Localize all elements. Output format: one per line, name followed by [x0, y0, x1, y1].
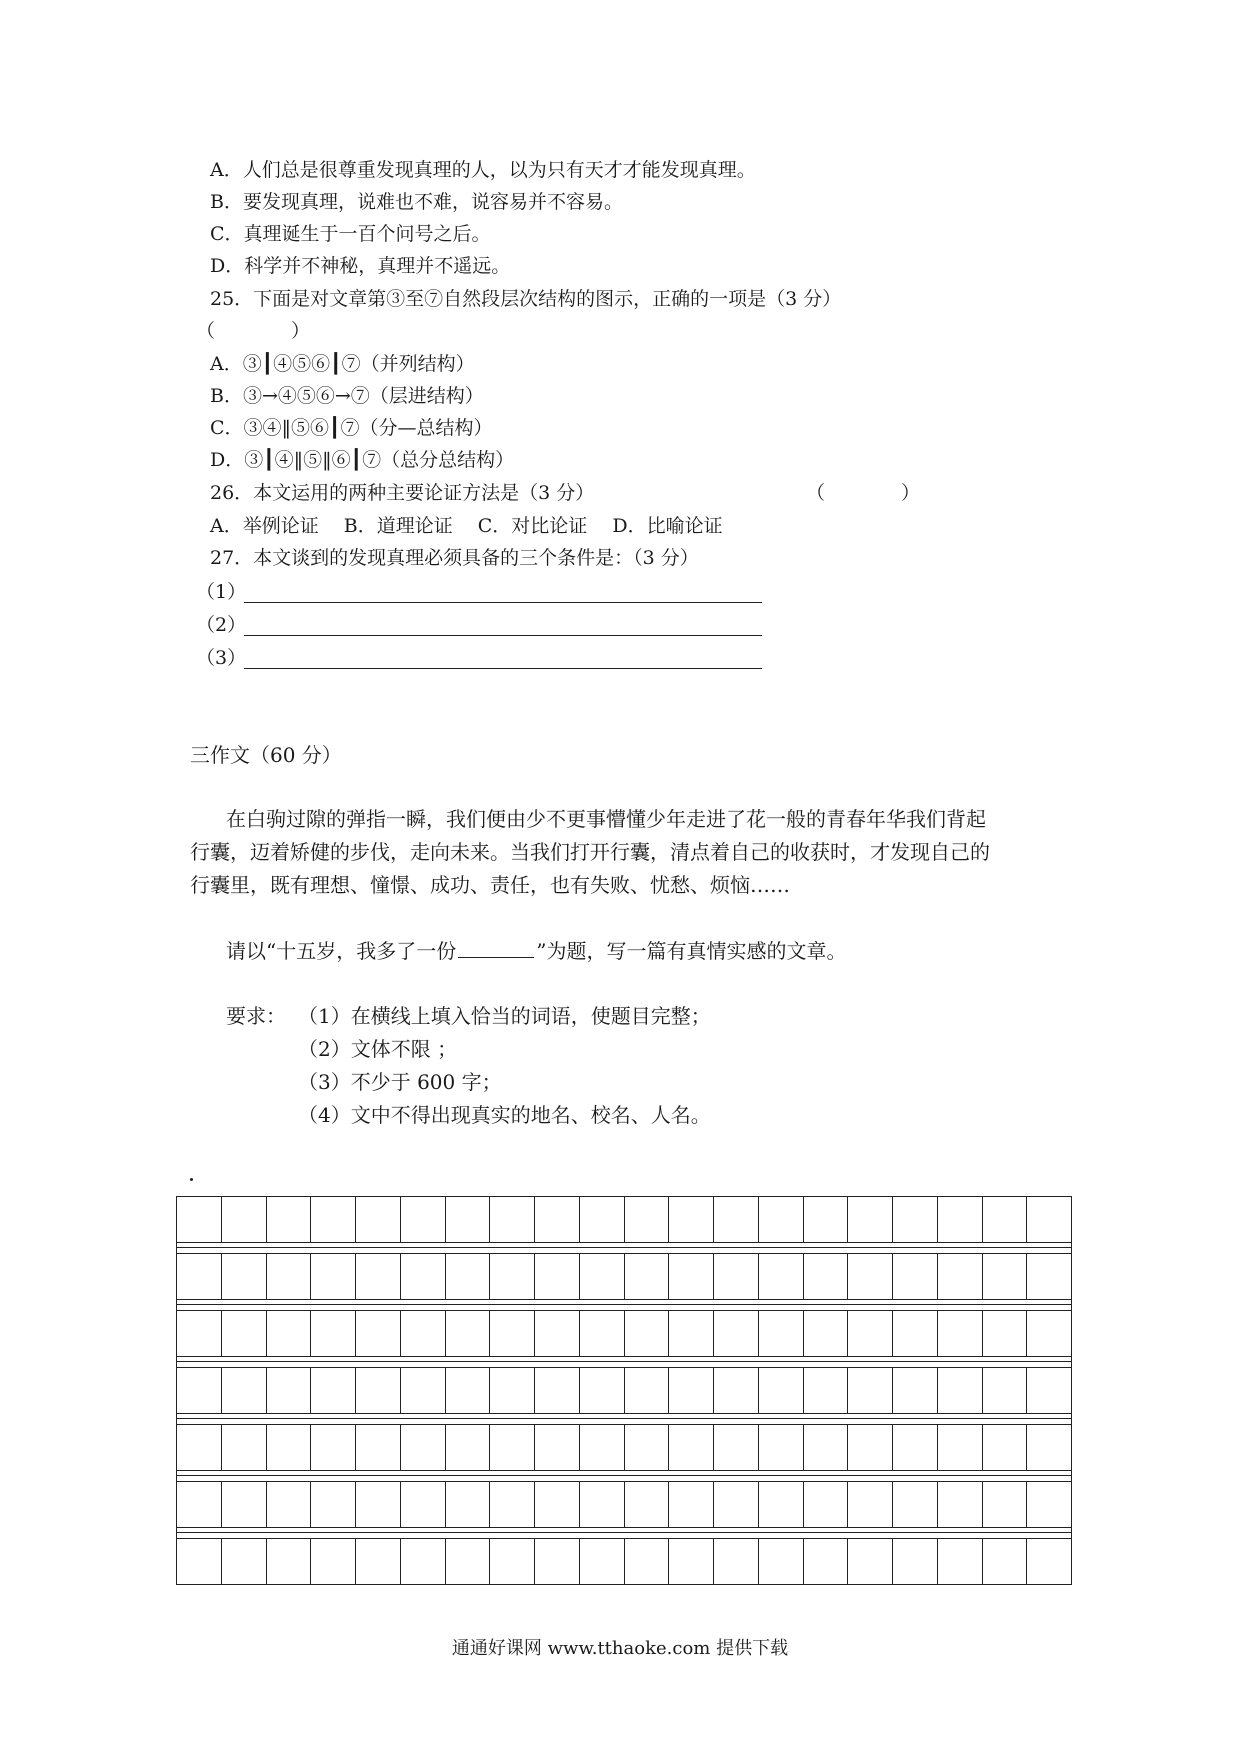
essay-requirement-1: （1）在横线上填入恰当的词语，使题目完整；	[298, 1004, 711, 1028]
grid-cell[interactable]	[401, 1311, 446, 1356]
grid-cell[interactable]	[625, 1254, 670, 1299]
grid-cell[interactable]	[625, 1482, 670, 1527]
grid-cell[interactable]	[804, 1254, 849, 1299]
grid-cell[interactable]	[1027, 1482, 1071, 1527]
essay-intro-line-3: 行囊里，既有理想、憧憬、成功、责任，也有失败、忧愁、烦恼……	[190, 873, 790, 897]
grid-cell[interactable]	[535, 1254, 580, 1299]
grid-cell[interactable]	[356, 1482, 401, 1527]
grid-cell[interactable]	[356, 1254, 401, 1299]
q27-stem: 27．本文谈到的发现真理必须具备的三个条件是：（3 分）	[210, 547, 699, 569]
essay-intro-line-1: 在白驹过隙的弹指一瞬，我们便由少不更事懵懂少年走进了花一般的青春年华我们背起	[226, 807, 986, 831]
grid-cell[interactable]	[848, 1482, 893, 1527]
grid-row-spacer	[176, 1414, 1072, 1424]
stray-dot	[190, 1178, 193, 1181]
q27-blank-1[interactable]	[196, 580, 766, 604]
grid-cell[interactable]	[490, 1482, 535, 1527]
grid-cell[interactable]	[1027, 1368, 1071, 1413]
answer-line	[244, 635, 762, 636]
grid-cell[interactable]	[490, 1197, 535, 1242]
grid-row	[176, 1310, 1072, 1357]
grid-cell[interactable]	[848, 1368, 893, 1413]
grid-cell[interactable]	[401, 1539, 446, 1584]
grid-cell[interactable]	[983, 1197, 1028, 1242]
grid-cell[interactable]	[759, 1254, 804, 1299]
grid-cell[interactable]	[893, 1197, 938, 1242]
grid-cell[interactable]	[535, 1425, 580, 1470]
grid-cell[interactable]	[804, 1482, 849, 1527]
grid-cell[interactable]	[804, 1197, 849, 1242]
grid-cell[interactable]	[446, 1539, 491, 1584]
grid-cell[interactable]	[222, 1197, 267, 1242]
q24-option-d: D．科学并不神秘，真理并不遥远。	[210, 255, 511, 277]
grid-cell[interactable]	[267, 1311, 312, 1356]
grid-cell[interactable]	[669, 1311, 714, 1356]
q24-option-c: C．真理诞生于一百个问号之后。	[210, 223, 491, 245]
grid-cell[interactable]	[535, 1368, 580, 1413]
grid-cell[interactable]	[490, 1539, 535, 1584]
q24-option-b: B．要发现真理，说难也不难，说容易并不容易。	[210, 191, 623, 213]
grid-cell[interactable]	[580, 1425, 625, 1470]
grid-cell[interactable]	[177, 1482, 222, 1527]
grid-cell[interactable]	[1027, 1254, 1071, 1299]
grid-cell[interactable]	[714, 1425, 759, 1470]
grid-cell[interactable]	[804, 1539, 849, 1584]
grid-cell[interactable]	[311, 1311, 356, 1356]
q26-stem: 26．本文运用的两种主要论证方法是（3 分）	[210, 482, 595, 504]
grid-cell[interactable]	[580, 1539, 625, 1584]
grid-cell[interactable]	[356, 1197, 401, 1242]
essay-intro-line-2: 行囊，迈着矫健的步伐，走向未来。当我们打开行囊，清点着自己的收获时，才发现自己的	[190, 840, 990, 864]
grid-cell[interactable]	[669, 1197, 714, 1242]
grid-cell[interactable]	[848, 1254, 893, 1299]
grid-cell[interactable]	[311, 1254, 356, 1299]
grid-cell[interactable]	[267, 1254, 312, 1299]
grid-cell[interactable]	[893, 1368, 938, 1413]
grid-cell[interactable]	[311, 1539, 356, 1584]
grid-cell[interactable]	[311, 1368, 356, 1413]
grid-cell[interactable]	[356, 1539, 401, 1584]
grid-cell[interactable]	[535, 1311, 580, 1356]
grid-cell[interactable]	[446, 1311, 491, 1356]
grid-cell[interactable]	[893, 1425, 938, 1470]
grid-cell[interactable]	[401, 1197, 446, 1242]
grid-cell[interactable]	[490, 1425, 535, 1470]
grid-cell[interactable]	[401, 1254, 446, 1299]
grid-cell[interactable]	[490, 1368, 535, 1413]
essay-prompt-after: ”为题，写一篇有真情实感的文章。	[536, 939, 847, 963]
grid-row	[176, 1367, 1072, 1414]
grid-row	[176, 1538, 1072, 1585]
grid-cell[interactable]	[177, 1539, 222, 1584]
grid-cell[interactable]	[222, 1425, 267, 1470]
answer-line	[244, 668, 762, 669]
essay-prompt-before: 请以“十五岁，我多了一份	[226, 939, 457, 963]
grid-cell[interactable]	[983, 1254, 1028, 1299]
grid-cell[interactable]	[983, 1368, 1028, 1413]
grid-cell[interactable]	[625, 1311, 670, 1356]
grid-cell[interactable]	[804, 1368, 849, 1413]
grid-row-spacer	[176, 1300, 1072, 1310]
grid-cell[interactable]	[490, 1311, 535, 1356]
grid-cell[interactable]	[938, 1254, 983, 1299]
grid-cell[interactable]	[938, 1482, 983, 1527]
grid-cell[interactable]	[714, 1368, 759, 1413]
q25-option-b: B．③→④⑤⑥→⑦（层进结构）	[210, 385, 484, 407]
q25-stem: 25．下面是对文章第③至⑦自然段层次结构的图示，正确的一项是（3 分）	[210, 288, 842, 310]
grid-cell[interactable]	[580, 1368, 625, 1413]
grid-cell[interactable]	[759, 1482, 804, 1527]
grid-cell[interactable]	[356, 1311, 401, 1356]
grid-cell[interactable]	[804, 1425, 849, 1470]
grid-cell[interactable]	[267, 1482, 312, 1527]
grid-row	[176, 1481, 1072, 1528]
grid-row-spacer	[176, 1528, 1072, 1538]
grid-cell[interactable]	[490, 1254, 535, 1299]
q25-answer-paren: （ ）	[196, 320, 311, 342]
grid-cell[interactable]	[938, 1197, 983, 1242]
grid-cell[interactable]	[311, 1482, 356, 1527]
grid-cell[interactable]	[1027, 1197, 1071, 1242]
answer-line	[244, 602, 762, 603]
q25-option-c: C．③④‖⑤⑥┃⑦（分—总结构）	[210, 417, 493, 439]
grid-cell[interactable]	[222, 1539, 267, 1584]
grid-cell[interactable]	[848, 1197, 893, 1242]
grid-cell[interactable]	[669, 1254, 714, 1299]
grid-cell[interactable]	[759, 1368, 804, 1413]
grid-cell[interactable]	[177, 1254, 222, 1299]
essay-requirement-3: （3）不少于 600 字；	[298, 1070, 502, 1094]
grid-cell[interactable]	[1027, 1539, 1071, 1584]
grid-cell[interactable]	[222, 1482, 267, 1527]
grid-cell[interactable]	[804, 1311, 849, 1356]
grid-cell[interactable]	[983, 1482, 1028, 1527]
grid-cell[interactable]	[177, 1311, 222, 1356]
grid-cell[interactable]	[848, 1425, 893, 1470]
grid-cell[interactable]	[714, 1311, 759, 1356]
grid-cell[interactable]	[669, 1368, 714, 1413]
grid-cell[interactable]	[938, 1425, 983, 1470]
grid-cell[interactable]	[535, 1482, 580, 1527]
grid-cell[interactable]	[938, 1311, 983, 1356]
grid-cell[interactable]	[1027, 1311, 1071, 1356]
grid-cell[interactable]	[714, 1254, 759, 1299]
footer-credit: 通通好课网 www.tthaoke.com 提供下载	[451, 1638, 789, 1659]
q26-options: A．举例论证 B．道理论证 C．对比论证 D．比喻论证	[210, 515, 723, 537]
grid-cell[interactable]	[983, 1539, 1028, 1584]
grid-cell[interactable]	[669, 1539, 714, 1584]
grid-cell[interactable]	[893, 1254, 938, 1299]
q27-blank-3[interactable]	[196, 646, 766, 670]
grid-cell[interactable]	[625, 1425, 670, 1470]
grid-cell[interactable]	[222, 1254, 267, 1299]
grid-cell[interactable]	[177, 1197, 222, 1242]
grid-cell[interactable]	[983, 1311, 1028, 1356]
grid-cell[interactable]	[580, 1254, 625, 1299]
grid-cell[interactable]	[759, 1539, 804, 1584]
grid-cell[interactable]	[848, 1311, 893, 1356]
grid-row-spacer	[176, 1471, 1072, 1481]
essay-heading: 三作文（60 分）	[190, 743, 342, 767]
grid-row	[176, 1196, 1072, 1243]
grid-cell[interactable]	[625, 1539, 670, 1584]
grid-cell[interactable]	[983, 1425, 1028, 1470]
grid-cell[interactable]	[759, 1311, 804, 1356]
q24-option-a: A．人们总是很尊重发现真理的人，以为只有天才才能发现真理。	[210, 159, 756, 181]
grid-cell[interactable]	[535, 1197, 580, 1242]
grid-row	[176, 1424, 1072, 1471]
grid-cell[interactable]	[1027, 1425, 1071, 1470]
q25-option-a: A．③┃④⑤⑥┃⑦（并列结构）	[210, 353, 475, 375]
grid-cell[interactable]	[893, 1311, 938, 1356]
grid-cell[interactable]	[669, 1425, 714, 1470]
q25-option-d: D．③┃④‖⑤‖⑥┃⑦（总分总结构）	[210, 449, 515, 471]
q27-blank-2[interactable]	[196, 613, 766, 637]
essay-requirement-4: （4）文中不得出现真实的地名、校名、人名。	[298, 1103, 711, 1127]
grid-cell[interactable]	[356, 1425, 401, 1470]
grid-cell[interactable]	[893, 1539, 938, 1584]
grid-cell[interactable]	[356, 1368, 401, 1413]
grid-cell[interactable]	[938, 1539, 983, 1584]
essay-prompt	[226, 935, 1106, 968]
grid-cell[interactable]	[714, 1482, 759, 1527]
grid-cell[interactable]	[401, 1425, 446, 1470]
grid-cell[interactable]	[580, 1311, 625, 1356]
grid-cell[interactable]	[177, 1425, 222, 1470]
grid-cell[interactable]	[893, 1482, 938, 1527]
grid-cell[interactable]	[714, 1197, 759, 1242]
grid-cell[interactable]	[446, 1425, 491, 1470]
grid-cell[interactable]	[446, 1254, 491, 1299]
grid-cell[interactable]	[625, 1197, 670, 1242]
grid-cell[interactable]	[669, 1482, 714, 1527]
grid-cell[interactable]	[267, 1368, 312, 1413]
grid-cell[interactable]	[535, 1539, 580, 1584]
essay-requirement-2: （2）文体不限 ；	[298, 1037, 458, 1061]
grid-cell[interactable]	[311, 1425, 356, 1470]
grid-cell[interactable]	[446, 1368, 491, 1413]
grid-cell[interactable]	[714, 1539, 759, 1584]
grid-cell[interactable]	[446, 1197, 491, 1242]
grid-cell[interactable]	[759, 1425, 804, 1470]
grid-cell[interactable]	[222, 1368, 267, 1413]
grid-cell[interactable]	[580, 1197, 625, 1242]
grid-cell[interactable]	[311, 1197, 356, 1242]
grid-cell[interactable]	[401, 1482, 446, 1527]
grid-cell[interactable]	[446, 1482, 491, 1527]
grid-cell[interactable]	[267, 1539, 312, 1584]
grid-row-spacer	[176, 1243, 1072, 1253]
q27-blank-label: （1）	[196, 581, 247, 603]
grid-row-spacer	[176, 1357, 1072, 1367]
grid-cell[interactable]	[267, 1425, 312, 1470]
grid-cell[interactable]	[222, 1311, 267, 1356]
grid-cell[interactable]	[625, 1368, 670, 1413]
q27-blank-label: （3）	[196, 647, 247, 669]
grid-row	[176, 1253, 1072, 1300]
grid-cell[interactable]	[938, 1368, 983, 1413]
grid-cell[interactable]	[848, 1539, 893, 1584]
q26-answer-paren: （ ）	[806, 482, 921, 504]
grid-cell[interactable]	[177, 1368, 222, 1413]
q27-blank-label: （2）	[196, 614, 247, 636]
writing-grid	[176, 1196, 1072, 1585]
title-blank[interactable]	[458, 939, 534, 958]
essay-requirements-label: 要求：	[226, 1004, 286, 1028]
grid-cell[interactable]	[267, 1197, 312, 1242]
grid-cell[interactable]	[580, 1482, 625, 1527]
grid-cell[interactable]	[401, 1368, 446, 1413]
grid-cell[interactable]	[759, 1197, 804, 1242]
